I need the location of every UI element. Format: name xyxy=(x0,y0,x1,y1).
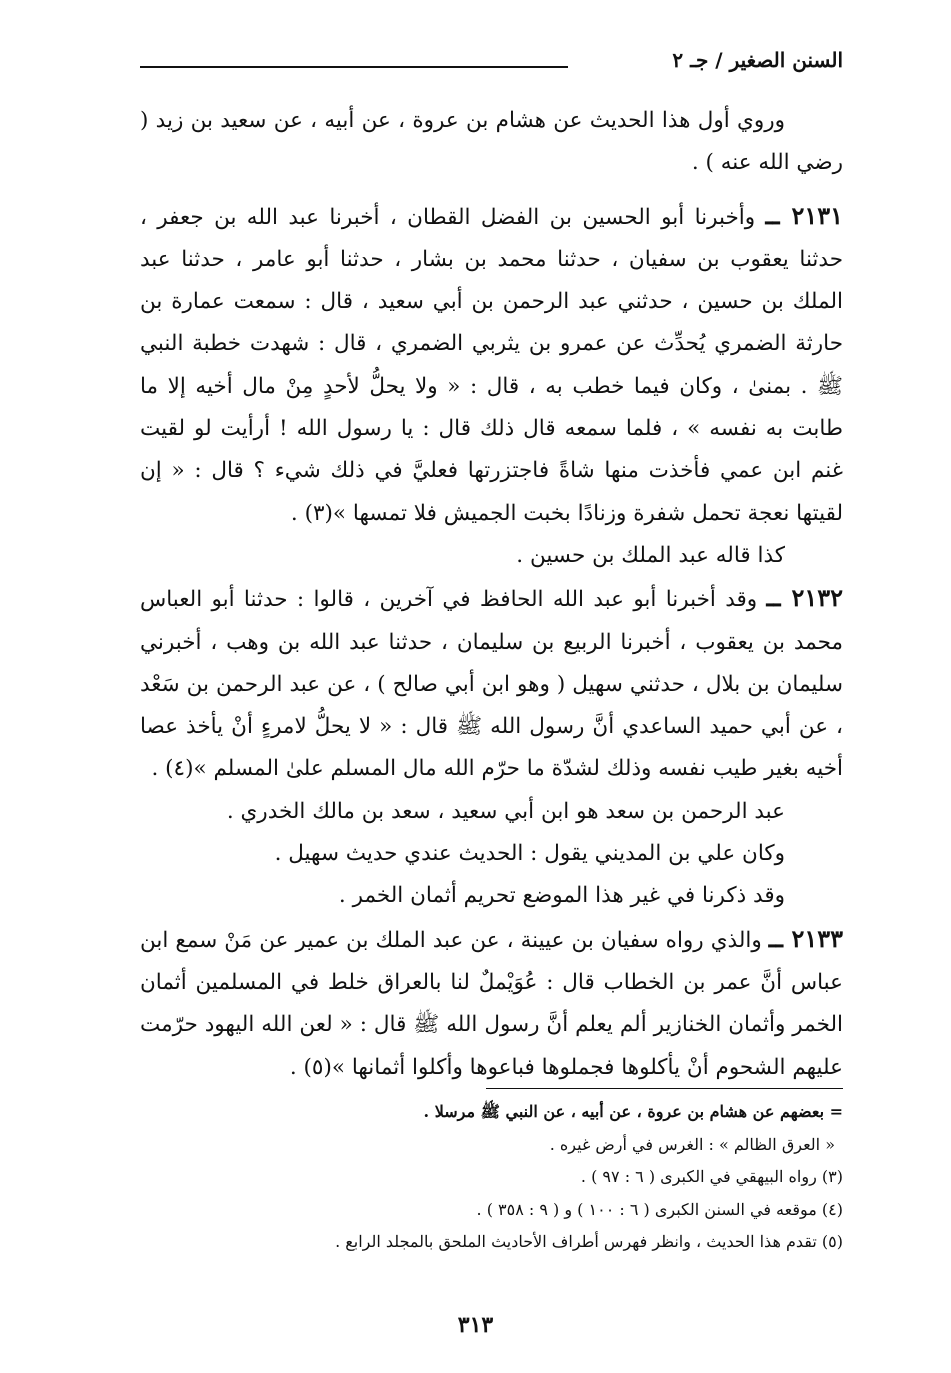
running-header xyxy=(140,44,843,78)
hadith-number: ٢١٣٢ ــ xyxy=(766,583,843,613)
paragraph-text: وكان علي بن المديني يقول : الحديث عندي حديث سهيل . xyxy=(274,841,785,867)
hadith-2133 xyxy=(140,918,843,1089)
page-number: ٣١٣ xyxy=(457,1312,494,1338)
footnote-divider xyxy=(486,1088,843,1089)
paragraph-text: والذي رواه سفيان بن عيينة ، عن عبد الملك بن عمير عن مَنْ سمع ابن عباس أنَّ عمر بن الخطاب قال : عُوَيْملٌ لنا بالعراق خلط في المسلمين أثمان الخمر وأثمان الخنازير ألم يعلم أنَّ رسول الله ﷺ قال : « لعن الله اليهود حرّمت عليهم الشحوم أنْ يأكلوها فجملوها فباعوها وأكلوا أثمانها »(٥) . xyxy=(140,927,843,1080)
footnote-4: (٤) موقعه في السنن الكبرى ( ٦ : ١٠٠ ) و ( ٩ : ٣٥٨ ) . xyxy=(476,1199,843,1219)
paragraph-text: وأخبرنا أبو الحسين بن الفضل القطان ، أخبرنا عبد الله بن جعفر ، حدثنا يعقوب بن سفيان ، حدثنا محمد بن بشار ، حدثنا أبو عامر ، حدثنا عبد الملك بن حسين ، حدثني عبد الرحمن بن أبي سعيد ، قال : سمعت عمارة بن حارثة الضمري يُحدِّث عن عمرو بن يثربي الضمري ، قال : شهدت خطبة النبي ﷺ . بمنىٰ ، وكان فيما خطب به ، قال : « ولا يحلُّ لأحدٍ مِنْ مال أخيه إلا ما طابت به نفسه » ، فلما سمعه قال ذلك قال : يا رسول الله ! أرأيت لو لقيت غنم ابن عمي فأخذت منها شاةً فاجتزرتها فعليَّ في ذلك شيء ؟ قال : « إن لقيتها نعجة تحمل شفرة وزنادًا بخبت الجميش فلا تمسها »(٣) . xyxy=(140,204,843,526)
hadith-2131 xyxy=(140,195,843,535)
footnote-5: (٥) تقدم هذا الحديث ، وانظر فهرس أطراف الأحاديث الملحق بالمجلد الرابع . xyxy=(335,1232,843,1251)
hadith-2132 xyxy=(140,577,843,790)
hadith-number: ٢١٣٣ ــ xyxy=(768,923,843,953)
main-text xyxy=(140,100,843,1089)
hadith-number: ٢١٣١ ــ xyxy=(765,200,844,230)
paragraph-comment xyxy=(140,535,843,577)
paragraph-text: وقد ذكرنا في غير هذا الموضع تحريم أثمان الخمر . xyxy=(338,883,785,909)
paragraph-intro xyxy=(140,100,843,185)
paragraph-comment xyxy=(140,833,843,875)
paragraph-text: وقد أخبرنا أبو عبد الله الحافظ في آخرين ، قالوا : حدثنا أبو العباس محمد بن يعقوب ، أخبرنا الربيع بن سليمان ، حدثنا عبد الله بن وهب ، أخبرني سليمان بن بلال ، حدثني سهيل ( وهو ابن أبي صالح ) ، عن عبد الرحمن بن سَعْد ، عن أبي حميد الساعدي أنَّ رسول الله ﷺ قال : « لا يحلُّ لامرءٍ أنْ يأخذ عصا أخيه بغير طيب نفسه وذلك لشدّة ما حرّم الله مال المسلم علىٰ المسلم »(٤) . xyxy=(140,587,843,782)
header-rule xyxy=(140,66,568,68)
paragraph-text: وروي أول هذا الحديث عن هشام بن عروة ، عن أبيه ، عن سعيد بن زيد ( رضي الله عنه ) . xyxy=(140,108,843,176)
paragraph-comment xyxy=(140,791,843,833)
header-title: السنن الصغير / جـ ٢ xyxy=(672,48,843,72)
footnotes xyxy=(140,1096,843,1259)
paragraph-text: كذا قاله عبد الملك بن حسين . xyxy=(516,542,785,568)
paragraph-text: عبد الرحمن بن سعد هو ابن أبي سعيد ، سعد بن مالك الخدري . xyxy=(226,798,785,824)
paragraph-comment xyxy=(140,875,843,917)
footnote-continuation: = بعضهم عن هشام بن عروة ، عن أبيه ، عن النبي ﷺ مرسلا . xyxy=(423,1102,843,1121)
footnote-3: (٣) رواه البيهقي في الكبرى ( ٦ : ٩٧ ) . xyxy=(580,1167,843,1186)
footnote-gloss: « العرق الظالم » : الغرس في أرض غيره . xyxy=(549,1134,835,1154)
